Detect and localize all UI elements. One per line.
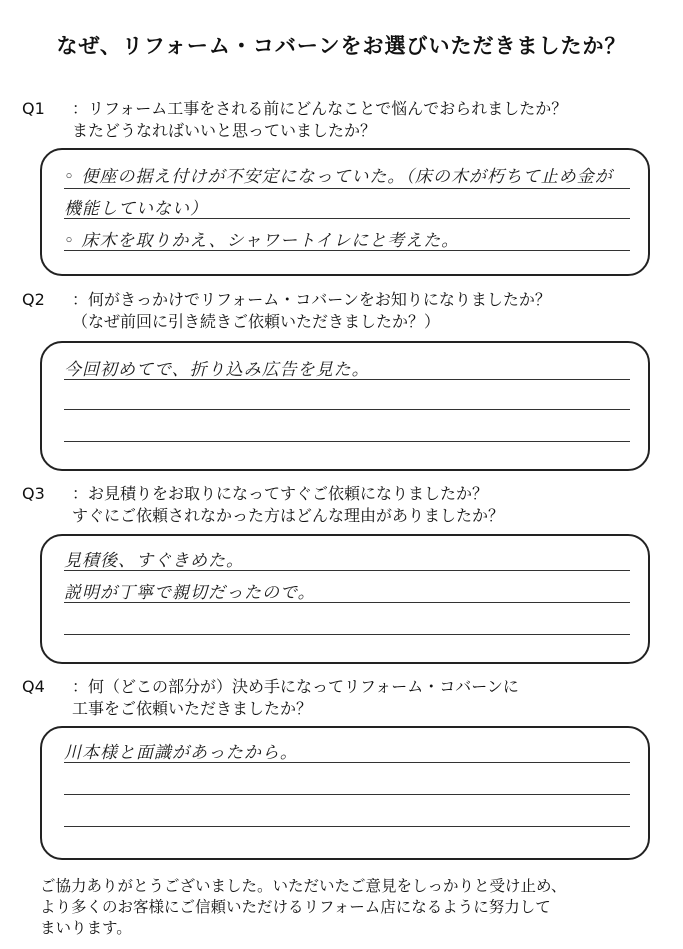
- question-text: ：お見積りをお取りになってすぐご依頼になりましたか？: [72, 484, 489, 503]
- ruled-line: [64, 634, 630, 635]
- question-subtext: 工事をご依頼いただきましたか？: [72, 699, 313, 718]
- answer-box-4: [40, 726, 650, 860]
- answer-line: 川本様と面識があったから。: [64, 743, 298, 763]
- answer-line: 今回初めてで、折り込み広告を見た。: [64, 360, 370, 380]
- answer-box-3: [40, 534, 650, 664]
- question-text: ：何がきっかけでリフォーム・コバーンをお知りになりましたか？: [72, 290, 551, 309]
- question-text: ：リフォーム工事をされる前にどんなことで悩んでおられましたか？: [72, 99, 568, 118]
- question-4: [22, 676, 662, 720]
- question-subtext: またどうなればいいと思っていましたか？: [72, 121, 377, 140]
- page-title: なぜ、リフォーム・コバーンをお選びいただきましたか？: [56, 34, 627, 58]
- answer-line: 機能していない）: [64, 199, 208, 219]
- question-1: [22, 98, 662, 142]
- answer-box-2: [40, 341, 650, 471]
- ruled-line: [64, 379, 630, 380]
- ruled-line: [64, 218, 630, 219]
- question-number: Q4: [22, 677, 45, 696]
- question-subtext: すぐにご依頼されなかった方はどんな理由がありましたか？: [72, 506, 505, 525]
- answer-box-1: [40, 148, 650, 276]
- question-2: [22, 289, 662, 333]
- ruled-line: [64, 794, 630, 795]
- closing-line: より多くのお客様にご信頼いただけるリフォーム店になるように努力して: [40, 898, 551, 916]
- question-3: [22, 483, 662, 527]
- question-number: Q1: [22, 99, 45, 118]
- ruled-line: [64, 762, 630, 763]
- ruled-line: [64, 826, 630, 827]
- question-subtext: （なぜ前回に引き続きご依頼いただきましたか？）: [72, 312, 441, 331]
- closing-line: まいります。: [40, 919, 132, 937]
- answer-line: 説明が丁寧で親切だったので。: [64, 583, 316, 603]
- closing-line: ご協力ありがとうございました。いただいたご意見をしっかりと受け止め、: [40, 877, 567, 895]
- ruled-line: [64, 602, 630, 603]
- question-text: ：何（どこの部分が）決め手になってリフォーム・コバーンに: [72, 677, 519, 696]
- ruled-line: [64, 409, 630, 410]
- ruled-line: [64, 188, 630, 189]
- question-number: Q3: [22, 484, 45, 503]
- ruled-line: [64, 250, 630, 251]
- answer-line: ◦ 便座の据え付けが不安定になっていた。（床の木が朽ちて止め金が: [64, 167, 613, 187]
- closing-message: [40, 876, 660, 939]
- ruled-line: [64, 441, 630, 442]
- answer-line: ◦ 床木を取りかえ、シャワートイレにと考えた。: [64, 231, 460, 251]
- question-number: Q2: [22, 290, 45, 309]
- ruled-line: [64, 570, 630, 571]
- answer-line: 見積後、すぐきめた。: [64, 551, 244, 571]
